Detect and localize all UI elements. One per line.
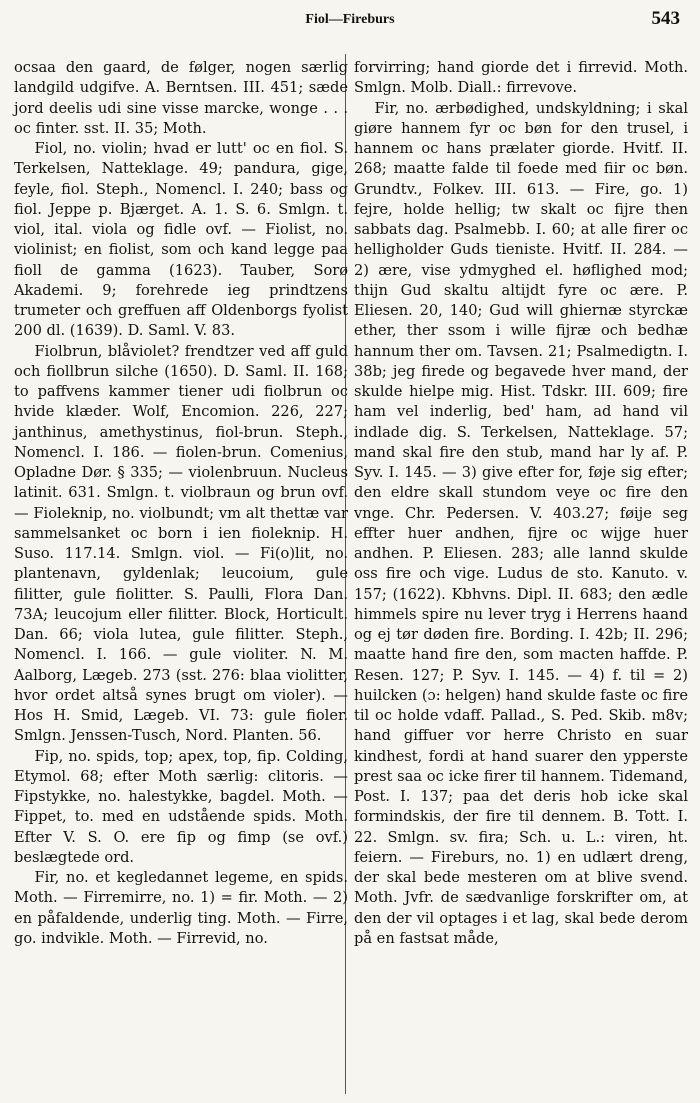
entry-paragraph: Fir, no. et kegledannet legeme, en spids. Moth. — Firremirre, no. 1) = fir. Moth. — 2) en påfaldende, underlig ting. Moth. — Firre, go. indvikle. Moth. — Firrevid, no.	[14, 869, 348, 947]
entry-paragraph: forvirring; hand giorde det i firrevid. Moth. Smlgn. Molb. Diall.: firrevove.	[354, 59, 688, 97]
entry-paragraph: ocsaa den gaard, de følger, nogen særlig landgild udgifve. A. Berntsen. III. 451; sæde jord deelis udi sine visse marcke, wonge . . . oc finter. sst. II. 35; Moth.	[14, 59, 348, 137]
page-number: 543	[651, 8, 680, 29]
entry-paragraph: Fiol, no. violin; hvad er lutt' oc en fiol. S. Terkelsen, Natteklage. 49; pandura, gige, feyle, fiol. Steph., Nomencl. I. 240; bass og fiol. Jeppe p. Bjærget. A. 1. S. 6. Smlgn. t. viol, ital. viola og fidle ovf. — Fiolist, no. violinist; en fiolist, som och kand legge paa fioll de gamma (1623). Tauber, Sorø Akademi. 9; forehrede ieg prindtzens trumeter och greffuen aff Oldenborgs fyolist 200 dl. (1639). D. Saml. V. 83.	[14, 140, 348, 340]
running-head: Fiol—Fireburs	[305, 12, 395, 27]
entry-paragraph: Fiolbrun, blåviolet? frendtzer ved aff guld och fiollbrun silche (1650). D. Saml. II. 168; to paffvens kammer tiener udi fiolbrun oc hvide klæder. Wolf, Encomion. 226, 227; janthinus, amethystinus, fiol-brun. Steph., Nomencl. I. 186. — fiolen-brun. Comenius, Opladne Dør. § 335; — violenbruun. Nucleus latinit. 631. Smlgn. t. violbraun og brun ovf. — Fioleknip, no. violbundt; vm alt thettæ var sammelsanket oc born i ien fioleknip. H. Suso. 117.14. Smlgn. viol. — Fi(o)lit, no. plantenavn, gyldenlak; leucoium, gule filitter, gule fiolitter. S. Paulli, Flora Dan. 73A; leucojum eller filitter. Block, Horticult. Dan. 66; viola lutea, gule filitter. Steph., Nomencl. I. 166. — gule violiter. N. M. Aalborg, Lægeb. 273 (sst. 276: blaa violitter, hvor ordet altså synes brugt om violer). — Hos H. Smid, Lægeb. VI. 73: gule fioler. Smlgn. Jenssen-Tusch, Nord. Planten. 56.	[14, 342, 348, 745]
left-column	[14, 58, 348, 949]
entry-paragraph: Fir, no. ærbødighed, undskyldning; i skal giøre hannem fyr oc bøn for den trusel, i hannem oc hans prælater giorde. Hvitf. II. 268; maatte falde til foede med fiir oc bøn. Grundtv., Folkev. III. 613. — Fire, go. 1) fejre, holde hellig; tw skalt oc fijre then sabbats dag. Psalmebb. I. 60; at alle firer oc helligholder Guds tieniste. Hvitf. II. 284. — 2) ære, vise ydmyghed el. høflighed mod; thijn Gud skaltu altijdt fyre oc ære. P. Eliesen. 20, 140; Gud will ghiernæ styrckæ ether, ther ssom i wille fijræ och bedhæ hannum ther om. Tavsen. 21; Psalmedigtn. I. 38b; jeg firede og begavede hver mand, der skulde hielpe mig. Hist. Tdskr. III. 609; fire ham vel inderlig, bed' ham, ad hand vil indlade dig. S. Terkelsen, Natteklage. 57; mand skal fire den stub, mand har ly af. P. Syv. I. 145. — 3) give efter for, føje sig efter; den eldre skall stundom veye oc fire den vnge. Chr. Pedersen. V. 403.27; føije seg effter huer andhen, fijre oc wijge huer andhen. P. Eliesen. 283; alle lannd skulde oss fire och vige. Ludus de sto. Kanuto. v. 157; (1622). Kbhvns. Dipl. II. 683; den ædle himmels spire nu lever tryg i Herrens haand og ej tør døden fire. Bording. I. 42b; II. 296; maatte hand fire den, som macten haffde. P. Resen. 127; P. Syv. I. 145. — 4) f. til = 2) huilcken (ɔ: helgen) hand skulde faste oc fire til oc holde vdaff. Pallad., S. Ped. Skib. m8v; hand giffuer vor herre Christo en suar kindhest, fordi at hand suarer den ypperste prest saa oc icke firer til hannem. Tidemand, Post. I. 137; paa det deris hob icke skal formindskis, der fire til dennem. B. Tott. I. 22. Smlgn. sv. fira; Sch. u. L.: viren, ht. feiern. — Fireburs, no. 1) en udlært dreng, der skal bede mesteren om at blive svend. Moth. Jvfr. de sædvanlige forskrifter om, at den der vil optages i et lag, skal bede derom på en fastsat måde,	[354, 99, 688, 947]
entry-paragraph: Fip, no. spids, top; apex, top, fip. Colding, Etymol. 68; efter Moth særlig: clitoris. — Fipstykke, no. halestykke, bagdel. Moth. — Fippet, to. med en udstående spids. Moth. Efter V. S. O. ere fip og fimp (se ovf.) beslægtede ord.	[14, 747, 348, 866]
right-column	[354, 58, 688, 949]
page-header	[0, 8, 700, 34]
